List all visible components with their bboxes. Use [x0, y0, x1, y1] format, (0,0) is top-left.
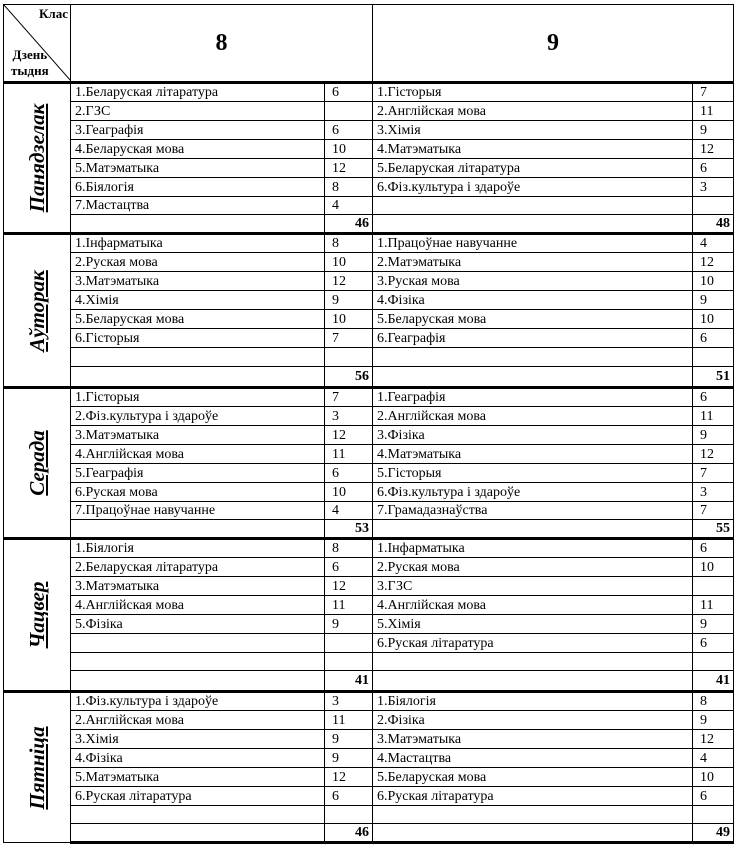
subject-8: 4.Англійская мова: [71, 445, 325, 464]
hours-9: 6: [693, 539, 734, 558]
lesson-row: [4, 711, 734, 730]
hours-9: [693, 197, 734, 215]
lesson-row: [4, 407, 734, 426]
total-8: 46: [325, 215, 373, 234]
total-8-spacer: [71, 367, 325, 388]
hours-8: 12: [325, 577, 373, 596]
total-8-spacer: [71, 215, 325, 234]
total-9: 41: [693, 671, 734, 692]
lesson-row: [4, 539, 734, 558]
day-name: Пятніца: [25, 725, 49, 810]
hours-9: 10: [693, 310, 734, 329]
lesson-row: [4, 178, 734, 197]
subject-8: 7.Мастацтва: [71, 197, 325, 215]
total-9-spacer: [373, 367, 693, 388]
lesson-row: [4, 291, 734, 310]
lesson-row: [4, 102, 734, 121]
hours-8: [325, 634, 373, 653]
hours-9: 3: [693, 178, 734, 197]
hours-8: [325, 102, 373, 121]
timetable-sheet: [3, 4, 734, 844]
subject-8: 4.Фізіка: [71, 749, 325, 768]
corner-class-label: Клас: [39, 6, 68, 21]
total-row: [4, 367, 734, 388]
subject-8: [71, 634, 325, 653]
lesson-row: [4, 502, 734, 520]
subject-8: 5.Матэматыка: [71, 768, 325, 787]
lesson-row: [4, 464, 734, 483]
subject-9: 4.Мастацтва: [373, 749, 693, 768]
lesson-row: [4, 348, 734, 367]
subject-9: 3.Матэматыка: [373, 730, 693, 749]
hours-9: 12: [693, 140, 734, 159]
subject-8: 2.Фіз.культура і здароўе: [71, 407, 325, 426]
lesson-row: [4, 749, 734, 768]
subject-9: 5.Беларуская літаратура: [373, 159, 693, 178]
subject-9: 2.Англійская мова: [373, 102, 693, 121]
hours-8: 11: [325, 445, 373, 464]
subject-8: 1.Гісторыя: [71, 388, 325, 407]
subject-8: 6.Руская літаратура: [71, 787, 325, 806]
subject-8: 3.Матэматыка: [71, 426, 325, 445]
hours-8: 9: [325, 615, 373, 634]
hours-8: 8: [325, 178, 373, 197]
hours-9: 6: [693, 388, 734, 407]
corner-day-label-line2: тыдня: [11, 63, 49, 78]
hours-8: 3: [325, 692, 373, 711]
hours-8: 3: [325, 407, 373, 426]
day-name: Серада: [25, 430, 49, 496]
hours-9: 11: [693, 102, 734, 121]
hours-8: 6: [325, 83, 373, 102]
lesson-row: [4, 159, 734, 178]
lesson-row: [4, 426, 734, 445]
subject-8: 5.Геаграфія: [71, 464, 325, 483]
hours-9: 4: [693, 234, 734, 253]
total-9: 48: [693, 215, 734, 234]
hours-9: [693, 806, 734, 824]
total-8-spacer: [71, 520, 325, 539]
subject-9: 1.Інфарматыка: [373, 539, 693, 558]
subject-9: 5.Хімія: [373, 615, 693, 634]
hours-8: 6: [325, 464, 373, 483]
lesson-row: [4, 558, 734, 577]
hours-8: [325, 653, 373, 671]
subject-9: 6.Руская літаратура: [373, 634, 693, 653]
class-9-header: 9: [373, 5, 734, 83]
hours-8: 11: [325, 596, 373, 615]
subject-9: 3.Хімія: [373, 121, 693, 140]
lesson-row: [4, 121, 734, 140]
subject-9: 2.Фізіка: [373, 711, 693, 730]
subject-8: 4.Беларуская мова: [71, 140, 325, 159]
day-name-cell: [4, 83, 71, 234]
hours-9: 6: [693, 329, 734, 348]
hours-8: 6: [325, 558, 373, 577]
hours-8: 6: [325, 787, 373, 806]
subject-9: 6.Геаграфія: [373, 329, 693, 348]
total-8: 41: [325, 671, 373, 692]
hours-9: 12: [693, 730, 734, 749]
subject-9: 4.Фізіка: [373, 291, 693, 310]
subject-8: 2.ГЗС: [71, 102, 325, 121]
day-name-cell: [4, 539, 71, 692]
subject-9: 4.Матэматыка: [373, 445, 693, 464]
hours-8: 10: [325, 140, 373, 159]
subject-8: 1.Беларуская літаратура: [71, 83, 325, 102]
hours-9: 4: [693, 749, 734, 768]
subject-8: 7.Працоўнае навучанне: [71, 502, 325, 520]
hours-8: 11: [325, 711, 373, 730]
lesson-row: [4, 577, 734, 596]
hours-9: 6: [693, 159, 734, 178]
subject-8: 3.Матэматыка: [71, 577, 325, 596]
subject-8: 5.Фізіка: [71, 615, 325, 634]
lesson-row: [4, 787, 734, 806]
subject-9: [373, 348, 693, 367]
subject-9: 2.Англійская мова: [373, 407, 693, 426]
subject-8: [71, 348, 325, 367]
subject-9: 5.Беларуская мова: [373, 310, 693, 329]
hours-8: 4: [325, 502, 373, 520]
subject-9: 5.Беларуская мова: [373, 768, 693, 787]
subject-8: 6.Руская мова: [71, 483, 325, 502]
subject-8: 2.Руская мова: [71, 253, 325, 272]
header-row: [4, 5, 734, 83]
hours-9: 7: [693, 83, 734, 102]
subject-8: 5.Матэматыка: [71, 159, 325, 178]
lesson-row: [4, 197, 734, 215]
subject-8: [71, 653, 325, 671]
hours-8: 12: [325, 768, 373, 787]
day-name: Чацвер: [25, 581, 49, 649]
lesson-row: [4, 615, 734, 634]
subject-9: 6.Фіз.культура і здароўе: [373, 178, 693, 197]
total-9-spacer: [373, 215, 693, 234]
hours-9: 3: [693, 483, 734, 502]
hours-9: 8: [693, 692, 734, 711]
day-name: Панядзелак: [25, 103, 49, 213]
total-row: [4, 215, 734, 234]
hours-8: 9: [325, 749, 373, 768]
lesson-row: [4, 253, 734, 272]
subject-8: [71, 806, 325, 824]
hours-9: 10: [693, 768, 734, 787]
lesson-row: [4, 806, 734, 824]
hours-9: 6: [693, 634, 734, 653]
lesson-row: [4, 653, 734, 671]
subject-8: 1.Фіз.культура і здароўе: [71, 692, 325, 711]
lesson-row: [4, 329, 734, 348]
subject-9: 1.Гісторыя: [373, 83, 693, 102]
lesson-row: [4, 140, 734, 159]
hours-9: 9: [693, 615, 734, 634]
total-row: [4, 520, 734, 539]
total-8-spacer: [71, 671, 325, 692]
lesson-row: [4, 730, 734, 749]
lesson-row: [4, 272, 734, 291]
hours-8: 8: [325, 539, 373, 558]
total-9-spacer: [373, 824, 693, 843]
subject-9: 2.Матэматыка: [373, 253, 693, 272]
hours-9: 12: [693, 445, 734, 464]
lesson-row: [4, 310, 734, 329]
lesson-row: [4, 596, 734, 615]
hours-9: 9: [693, 711, 734, 730]
subject-9: 3.Руская мова: [373, 272, 693, 291]
total-9: 55: [693, 520, 734, 539]
subject-8: 2.Англійская мова: [71, 711, 325, 730]
subject-9: 6.Руская літаратура: [373, 787, 693, 806]
corner-day-label: [11, 47, 49, 79]
timetable-body: [4, 83, 734, 843]
day-name: Аўторак: [25, 269, 49, 352]
lesson-row: [4, 692, 734, 711]
lesson-row: [4, 483, 734, 502]
subject-8: 2.Беларуская літаратура: [71, 558, 325, 577]
hours-9: 10: [693, 272, 734, 291]
subject-8: 3.Хімія: [71, 730, 325, 749]
subject-9: 1.Геаграфія: [373, 388, 693, 407]
hours-8: 10: [325, 483, 373, 502]
hours-9: [693, 577, 734, 596]
subject-8: 4.Англійская мова: [71, 596, 325, 615]
timetable: [3, 4, 734, 844]
subject-9: [373, 806, 693, 824]
subject-9: 1.Біялогія: [373, 692, 693, 711]
total-8: 53: [325, 520, 373, 539]
total-9: 51: [693, 367, 734, 388]
corner-day-label-line1: Дзень: [12, 47, 48, 62]
hours-8: [325, 806, 373, 824]
lesson-row: [4, 388, 734, 407]
hours-9: 10: [693, 558, 734, 577]
subject-9: [373, 653, 693, 671]
subject-9: 5.Гісторыя: [373, 464, 693, 483]
lesson-row: [4, 768, 734, 787]
subject-8: 3.Геаграфія: [71, 121, 325, 140]
subject-8: 1.Інфарматыка: [71, 234, 325, 253]
hours-8: 10: [325, 310, 373, 329]
hours-9: 9: [693, 121, 734, 140]
subject-9: 1.Працоўнае навучанне: [373, 234, 693, 253]
subject-8: 5.Беларуская мова: [71, 310, 325, 329]
lesson-row: [4, 83, 734, 102]
total-9: 49: [693, 824, 734, 843]
subject-8: 3.Матэматыка: [71, 272, 325, 291]
subject-9: [373, 197, 693, 215]
subject-9: 7.Грамадазнаўства: [373, 502, 693, 520]
hours-9: 9: [693, 426, 734, 445]
hours-9: 11: [693, 596, 734, 615]
subject-9: 4.Англійская мова: [373, 596, 693, 615]
subject-8: 6.Біялогія: [71, 178, 325, 197]
subject-9: 2.Руская мова: [373, 558, 693, 577]
hours-8: 9: [325, 291, 373, 310]
hours-8: 6: [325, 121, 373, 140]
hours-9: 7: [693, 464, 734, 483]
hours-8: 10: [325, 253, 373, 272]
total-8-spacer: [71, 824, 325, 843]
subject-9: 3.ГЗС: [373, 577, 693, 596]
hours-8: 8: [325, 234, 373, 253]
lesson-row: [4, 634, 734, 653]
corner-cell: [4, 5, 71, 83]
hours-8: 12: [325, 272, 373, 291]
hours-9: [693, 653, 734, 671]
hours-9: 9: [693, 291, 734, 310]
total-8: 46: [325, 824, 373, 843]
hours-8: [325, 348, 373, 367]
day-name-cell: [4, 234, 71, 388]
hours-8: 12: [325, 159, 373, 178]
total-8: 56: [325, 367, 373, 388]
class-8-header: 8: [71, 5, 373, 83]
hours-8: 12: [325, 426, 373, 445]
total-row: [4, 671, 734, 692]
subject-8: 6.Гісторыя: [71, 329, 325, 348]
subject-9: 6.Фіз.культура і здароўе: [373, 483, 693, 502]
hours-8: 7: [325, 329, 373, 348]
hours-9: 6: [693, 787, 734, 806]
subject-9: 4.Матэматыка: [373, 140, 693, 159]
subject-8: 1.Біялогія: [71, 539, 325, 558]
subject-9: 3.Фізіка: [373, 426, 693, 445]
hours-9: 11: [693, 407, 734, 426]
hours-8: 7: [325, 388, 373, 407]
day-name-cell: [4, 692, 71, 843]
hours-8: 9: [325, 730, 373, 749]
hours-9: [693, 348, 734, 367]
total-row: [4, 824, 734, 843]
hours-8: 4: [325, 197, 373, 215]
total-9-spacer: [373, 520, 693, 539]
day-name-cell: [4, 388, 71, 539]
total-9-spacer: [373, 671, 693, 692]
lesson-row: [4, 445, 734, 464]
lesson-row: [4, 234, 734, 253]
hours-9: 12: [693, 253, 734, 272]
subject-8: 4.Хімія: [71, 291, 325, 310]
hours-9: 7: [693, 502, 734, 520]
